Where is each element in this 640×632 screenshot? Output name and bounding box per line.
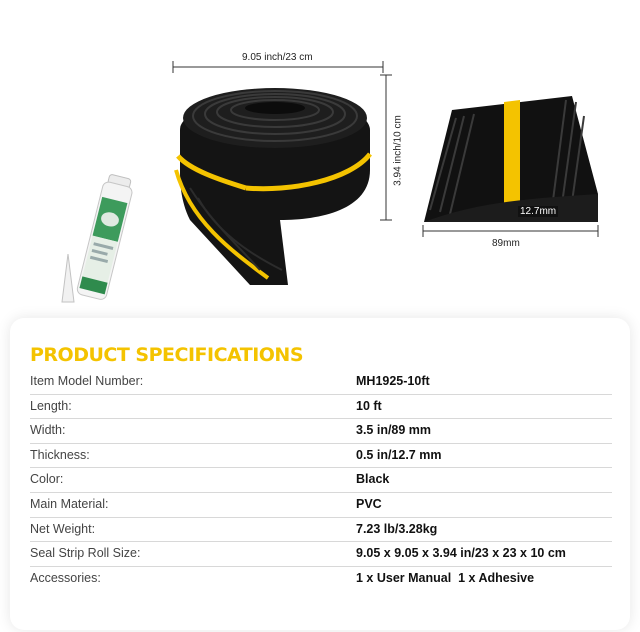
spec-value: 9.05 x 9.05 x 3.94 in/23 x 23 x 10 cm bbox=[356, 546, 566, 561]
spec-value: Black bbox=[356, 472, 390, 487]
spec-value: 10 ft bbox=[356, 398, 382, 413]
roll-height-dimension-line bbox=[379, 74, 393, 224]
specifications-table bbox=[30, 370, 612, 591]
specifications-title: PRODUCT SPECIFICATIONS bbox=[30, 344, 304, 366]
spec-label: Thickness: bbox=[30, 447, 90, 462]
spec-value: PVC bbox=[356, 496, 382, 511]
spec-row-color bbox=[30, 468, 612, 493]
profile-width-label: 89mm bbox=[492, 238, 520, 249]
spec-value: 7.23 lb/3.28kg bbox=[356, 521, 438, 536]
spec-label: Color: bbox=[30, 472, 64, 487]
spec-row-roll-size bbox=[30, 542, 612, 567]
spec-value: MH1925-10ft bbox=[356, 374, 430, 388]
spec-label: Main Material: bbox=[30, 496, 109, 511]
spec-value: 0.5 in/12.7 mm bbox=[356, 447, 442, 462]
spec-row-length bbox=[30, 395, 612, 420]
spec-label: Length: bbox=[30, 398, 72, 413]
spec-row-accessories bbox=[30, 567, 612, 592]
spec-label: Width: bbox=[30, 423, 66, 438]
seal-strip-profile-illustration bbox=[422, 90, 602, 230]
specifications-panel bbox=[10, 318, 630, 630]
spec-value: 3.5 in/89 mm bbox=[356, 423, 432, 438]
profile-width-dimension-line bbox=[422, 224, 602, 238]
spec-value: 1 x User Manual 1 x Adhesive bbox=[356, 570, 535, 585]
spec-row-model-number bbox=[30, 370, 612, 395]
adhesive-tube-illustration bbox=[50, 170, 150, 310]
spec-label: Seal Strip Roll Size: bbox=[30, 546, 141, 561]
spec-row-net-weight bbox=[30, 518, 612, 543]
roll-height-label: 3.94 inch/10 cm bbox=[392, 115, 404, 186]
spec-label: Item Model Number: bbox=[30, 374, 144, 388]
spec-row-material bbox=[30, 493, 612, 518]
spec-row-thickness bbox=[30, 444, 612, 469]
spec-label: Accessories: bbox=[30, 570, 101, 585]
profile-thickness-label: 12.7mm bbox=[520, 206, 557, 217]
seal-strip-roll-illustration bbox=[170, 70, 380, 290]
spec-label: Net Weight: bbox=[30, 521, 96, 536]
roll-width-label: 9.05 inch/23 cm bbox=[242, 52, 313, 63]
spec-row-width bbox=[30, 419, 612, 444]
